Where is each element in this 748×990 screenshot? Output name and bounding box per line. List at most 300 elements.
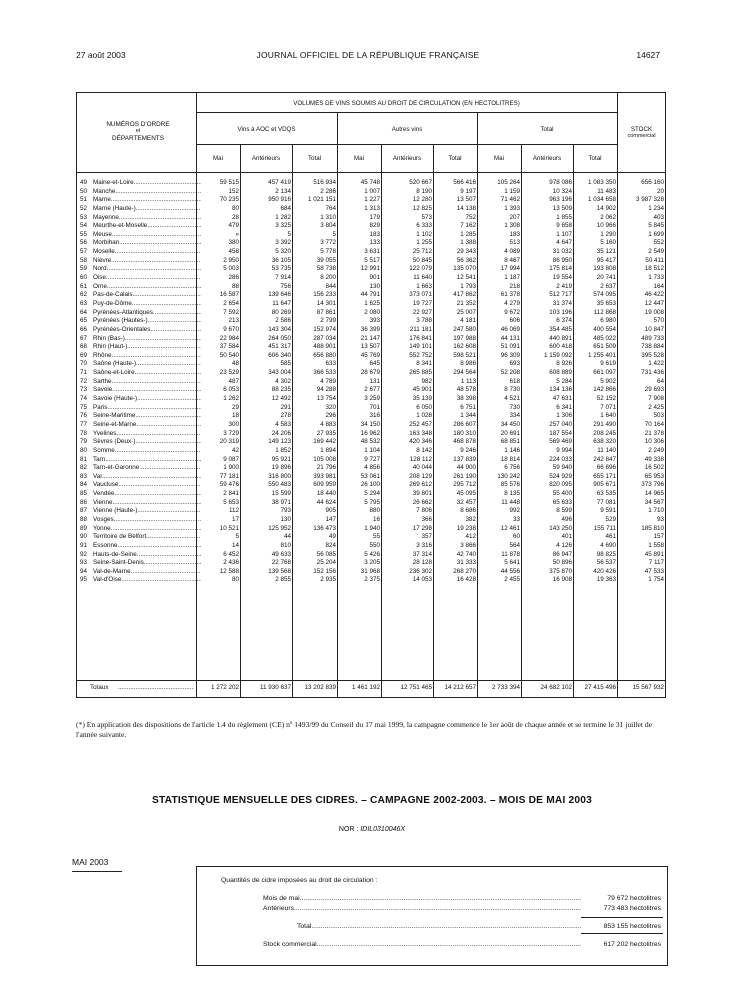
cell-value: 6 756 (504, 464, 520, 472)
cell-value: 247 580 (453, 325, 476, 333)
cell-value: 633 (325, 360, 336, 368)
cell-value: 95 417 (596, 256, 616, 264)
table-row (80, 309, 666, 318)
cell-value: 2 249 (648, 446, 664, 454)
cell-value: 48 532 (360, 438, 380, 446)
cell-value: 291 490 (593, 420, 616, 428)
table-row (80, 274, 666, 283)
cell-value: 4 647 (556, 239, 572, 247)
col-header-departements (82, 121, 194, 142)
cell-value: 357 (421, 533, 432, 541)
cell-value: 46 069 (500, 325, 520, 333)
cell-value: 14 902 (596, 204, 616, 212)
cell-value: 125 952 (268, 524, 291, 532)
cell-value: 1 107 (556, 230, 572, 238)
divider (76, 680, 666, 681)
cell-value: 12 280 (412, 196, 432, 204)
cell-value: 6 452 (223, 550, 239, 558)
cell-value: 395 528 (641, 351, 664, 359)
table-row (80, 499, 666, 508)
cell-value: 1 234 (648, 204, 664, 212)
cell-value: 4 126 (556, 541, 572, 549)
cell-value: 12 492 (271, 395, 291, 403)
cell-value: 485 022 (593, 334, 616, 342)
dept-number: 67 (80, 334, 88, 342)
cell-value: 8 142 (416, 446, 432, 454)
cell-value: 1 104 (364, 446, 380, 454)
cell-value: 10 847 (644, 325, 664, 333)
dept-name: Marne ..... (93, 196, 201, 205)
cell-value: 21 796 (316, 464, 336, 472)
cell-value: 1 282 (275, 213, 291, 221)
cell-value: 135 070 (453, 265, 476, 273)
sub-mai: Mai (213, 155, 223, 162)
dept-number: 61 (80, 282, 88, 290)
cell-value: 661 097 (593, 369, 616, 377)
dept-number: 70 (80, 360, 88, 368)
cell-value: 8 200 (320, 274, 336, 282)
cell-value: 4 521 (504, 395, 520, 403)
cell-value: 963 196 (549, 196, 572, 204)
table-row (80, 205, 666, 214)
cell-value: 488 901 (313, 343, 336, 351)
cell-value: 183 (509, 230, 520, 238)
cell-value: 5 426 (364, 550, 380, 558)
cell-value: 35 139 (412, 395, 432, 403)
dept-name: Savoie (Haute-) ..... (93, 395, 201, 404)
cell-value: 11 448 (501, 498, 520, 506)
cell-value: 19 554 (552, 274, 572, 282)
dept-name: Territoire de Belfort ..... (93, 533, 201, 542)
cell-value: 53 061 (360, 472, 380, 480)
cell-value: 35 653 (596, 299, 616, 307)
cell-value: 26 100 (360, 481, 380, 489)
cell-value: 401 (561, 533, 572, 541)
cell-value: 12 541 (456, 274, 476, 282)
cell-value: 5 160 (600, 239, 616, 247)
sub-total: Total (448, 155, 462, 162)
cell-value: 242 847 (593, 455, 616, 463)
cell-value: 155 711 (593, 524, 616, 532)
cell-value: 1 034 658 (587, 196, 616, 204)
cell-value: 503 (653, 412, 664, 420)
cell-value: 354 485 (549, 325, 572, 333)
cell-value: 128 112 (409, 455, 432, 463)
table-row (80, 438, 666, 447)
cell-value: 513 (509, 239, 520, 247)
sub-total: Total (588, 155, 602, 162)
cell-value: 224 033 (549, 455, 572, 463)
cell-value: 213 (228, 317, 239, 325)
cell-value: 25 204 (316, 559, 336, 567)
cell-value: 56 362 (456, 256, 476, 264)
table-row (80, 412, 666, 421)
cell-value: 25 712 (412, 248, 432, 256)
cell-value: 6 980 (600, 317, 616, 325)
cell-value: 2 080 (364, 308, 380, 316)
cell-value: 19 896 (271, 464, 291, 472)
cell-value: 130 242 (497, 472, 520, 480)
sub-anterieurs: Antérieurs (251, 155, 281, 162)
cell-value: 457 419 (268, 179, 291, 186)
dept-number: 95 (80, 576, 88, 584)
cell-value: 23 529 (219, 369, 239, 377)
cell-value: 8 341 (416, 360, 432, 368)
cell-value: 638 320 (593, 438, 616, 446)
cell-value: 13 507 (360, 343, 380, 351)
section-title: STATISTIQUE MENSUELLE DES CIDRES. – CAMPAGNE 2002-2003. – MOIS DE MAI 2003 (152, 795, 592, 806)
table-row (80, 516, 666, 525)
cell-value: 1 285 (460, 230, 476, 238)
cell-value: 122 079 (409, 265, 432, 273)
cell-value: 7 162 (460, 222, 476, 230)
table-row (80, 456, 666, 465)
cell-value: 334 (509, 412, 520, 420)
cell-value: 905 (325, 507, 336, 515)
cell-value: 139 646 (268, 291, 291, 299)
cell-value: 3 772 (320, 239, 336, 247)
cell-value: 137 839 (453, 455, 476, 463)
table-row (80, 576, 666, 585)
dept-name: Rhin (Haut-) ..... (93, 343, 201, 352)
cell-value: 5 284 (556, 377, 572, 385)
total-cell: 1 461 192 (351, 684, 380, 691)
cell-value: 598 521 (453, 351, 476, 359)
cell-value: 29 (231, 403, 239, 411)
cell-value: 420 346 (409, 438, 432, 446)
cell-value: 11 878 (501, 550, 520, 558)
cell-value: 550 483 (268, 481, 291, 489)
cell-value: 208 129 (409, 472, 432, 480)
cell-value: 139 568 (268, 567, 291, 575)
cell-value: 44 791 (360, 291, 380, 299)
cell-value: 86 950 (552, 256, 572, 264)
cell-value: 4 690 (600, 541, 616, 549)
cell-value: 176 841 (409, 334, 432, 342)
nor-code: IDIL0310046X (360, 826, 406, 833)
cell-value: 85 576 (500, 481, 520, 489)
cell-value: 829 (369, 222, 380, 230)
cell-value: 21 378 (644, 429, 664, 437)
cell-value: 39 055 (316, 256, 336, 264)
cell-value: 606 340 (268, 351, 291, 359)
cell-value: 366 (421, 515, 432, 523)
cell-value: 80 (231, 576, 239, 584)
cell-value: 15 599 (271, 490, 291, 498)
cell-value: 618 (509, 377, 520, 385)
cell-value: 380 (228, 239, 239, 247)
dept-number: 50 (80, 187, 88, 195)
cell-value: 5 003 (223, 265, 239, 273)
cell-value: 656 880 (313, 351, 336, 359)
cell-value: 87 861 (316, 308, 336, 316)
dept-name: Rhin (Bas-) ..... (93, 335, 201, 344)
dept-name: Moselle ..... (93, 248, 201, 257)
cell-value: 9 994 (556, 446, 572, 454)
cell-value: 1 113 (460, 377, 476, 385)
cell-value: 1 558 (648, 541, 664, 549)
cell-value: 2 286 (320, 187, 336, 195)
cell-value: 14 053 (412, 576, 432, 584)
cell-value: 7 071 (600, 403, 616, 411)
stock-line: STOCK (630, 126, 653, 133)
cell-value: 412 (465, 533, 476, 541)
cell-value: 1 310 (320, 213, 336, 221)
cell-value: » (235, 230, 239, 238)
cell-value: 50 845 (412, 256, 432, 264)
total-cell: 15 567 932 (632, 684, 664, 691)
cell-value: 316 800 (268, 472, 291, 480)
cell-value: 133 (369, 239, 380, 247)
dept-name: Vosges ..... (93, 516, 201, 525)
mois-label (263, 895, 581, 902)
table-row (80, 265, 666, 274)
dept-number: 88 (80, 515, 88, 523)
dept-name: Hauts-de-Seine ..... (93, 551, 201, 560)
cell-value: 3 205 (364, 559, 380, 567)
cell-value: 70 164 (644, 420, 664, 428)
cell-value: 20 741 (596, 274, 616, 282)
dept-name: Paris ..... (93, 404, 201, 413)
cell-value: 187 554 (549, 429, 572, 437)
dept-number: 84 (80, 481, 88, 489)
cell-value: 32 457 (456, 498, 476, 506)
dept-number: 69 (80, 351, 88, 359)
cell-value: 2 062 (600, 213, 616, 221)
dept-number: 87 (80, 507, 88, 515)
cell-value: 573 (421, 213, 432, 221)
cell-value: 1 313 (364, 204, 380, 212)
dept-name: Somme ..... (93, 447, 201, 456)
cell-value: 294 564 (453, 369, 476, 377)
cell-value: 824 (325, 541, 336, 549)
cell-value: 5 845 (648, 222, 664, 230)
cell-value: 11 140 (597, 446, 616, 454)
cell-value: 600 418 (549, 343, 572, 351)
cell-value: 14 138 (456, 204, 476, 212)
dept-number: 78 (80, 429, 88, 437)
ant-label (263, 905, 581, 912)
cell-value: 197 988 (453, 334, 476, 342)
sub-mai: Mai (494, 155, 504, 162)
table-row (80, 300, 666, 309)
cell-value: 10 966 (596, 222, 616, 230)
divider (196, 112, 617, 113)
cell-value: 756 (280, 282, 291, 290)
table-row (80, 317, 666, 326)
cell-value: 655 171 (593, 472, 616, 480)
table-row (80, 335, 666, 344)
cell-value: 60 (512, 533, 520, 541)
header-date: 27 août 2003 (76, 50, 126, 60)
cell-value: 68 851 (500, 438, 520, 446)
cell-value: 844 (325, 282, 336, 290)
dept-number: 71 (80, 369, 88, 377)
cell-value: 2 855 (275, 576, 291, 584)
cell-value: 50 411 (645, 256, 664, 264)
cell-value: 461 (605, 533, 616, 541)
dept-number: 85 (80, 490, 88, 498)
stock-label-text: Stock commercial (263, 941, 317, 948)
cell-value: 149 123 (268, 438, 291, 446)
cell-value: 27 935 (316, 429, 336, 437)
cell-value: 6 053 (223, 386, 239, 394)
leader-dots (118, 684, 194, 691)
cell-value: 147 (325, 515, 336, 523)
cell-value: 5 795 (364, 498, 380, 506)
cell-value: 21 147 (360, 334, 380, 342)
dept-name: Var ..... (93, 473, 201, 482)
cell-value: 3 804 (320, 222, 336, 230)
cell-value: 458 (228, 248, 239, 256)
cell-value: 19 727 (412, 299, 432, 307)
cell-value: 479 (228, 222, 239, 230)
cell-value: 44 900 (456, 464, 476, 472)
cell-value: 17 298 (412, 524, 432, 532)
dept-name: Mayenne ..... (93, 214, 201, 223)
cell-value: 516 934 (313, 179, 336, 186)
dept-name: Seine-Maritime ..... (93, 412, 201, 421)
cell-value: 1 625 (364, 299, 380, 307)
divider (196, 144, 617, 145)
cell-value: 512 717 (549, 291, 572, 299)
group-title: VOLUMES DE VINS SOUMIS AU DROIT DE CIRCULATION (EN HECTOLITRES) (293, 100, 520, 107)
cell-value: 16 502 (644, 464, 664, 472)
total-cell: 2 733 394 (491, 684, 520, 691)
cell-value: 5 (332, 230, 336, 238)
cell-value: 487 (228, 377, 239, 385)
cell-value: 820 095 (549, 481, 572, 489)
cell-value: 183 (369, 230, 380, 238)
total-cell: 13 202 839 (304, 684, 336, 691)
table-row (80, 473, 666, 482)
cell-value: 25 007 (456, 308, 476, 316)
cell-value: 31 032 (552, 248, 572, 256)
dept-number: 90 (80, 533, 88, 541)
dept-name: Tarn-et-Garonne ..... (93, 464, 201, 473)
cell-value: 1 940 (364, 524, 380, 532)
cell-value: 36 399 (360, 325, 380, 333)
cell-value: 1 900 (223, 464, 239, 472)
cell-value: 550 (369, 541, 380, 549)
cell-value: 1 146 (504, 446, 520, 454)
cell-value: 286 (228, 274, 239, 282)
cell-value: 112 (228, 507, 239, 515)
cell-value: 8 467 (504, 256, 520, 264)
cell-value: 63 535 (596, 490, 616, 498)
cell-value: 3 729 (223, 429, 239, 437)
cell-value: 9 197 (460, 187, 476, 195)
cell-value: 1 422 (648, 360, 664, 368)
mois-label-text: Mois de mai (263, 895, 300, 902)
cell-value: 18 512 (644, 265, 664, 273)
cell-value: 7 908 (648, 395, 664, 403)
cell-value: 6 374 (556, 317, 572, 325)
cell-value: 162 608 (453, 343, 476, 351)
cell-value: 320 (325, 403, 336, 411)
total-cell: 24 682 102 (540, 684, 572, 691)
col-header-line: DÉPARTEMENTS (112, 135, 164, 142)
dept-number: 94 (80, 567, 88, 575)
dept-name: Pas-de-Calais ..... (93, 291, 201, 300)
cell-value: 8 686 (460, 507, 476, 515)
dept-number: 49 (80, 179, 88, 186)
cell-value: 39 801 (412, 490, 432, 498)
cell-value: 373 071 (409, 291, 432, 299)
dept-number: 91 (80, 541, 88, 549)
cell-value: 112 868 (593, 308, 616, 316)
cell-value: 61 378 (500, 291, 520, 299)
dept-name: Savoie ..... (93, 386, 201, 395)
cell-value: 36 105 (271, 256, 291, 264)
cell-value: 37 314 (412, 550, 432, 558)
cell-value: 9 246 (460, 446, 476, 454)
cell-value: 440 891 (549, 334, 572, 342)
cell-value: 143 250 (549, 524, 572, 532)
dept-name: Tarn ..... (93, 456, 201, 465)
cell-value: 211 181 (409, 325, 432, 333)
divider (581, 933, 663, 934)
dept-name: Sèvres (Deux-) ..... (93, 438, 201, 447)
table-row (80, 231, 666, 240)
cell-value: 417 862 (453, 291, 476, 299)
dept-number: 92 (80, 550, 88, 558)
table-row (80, 464, 666, 473)
cell-value: 156 233 (313, 291, 336, 299)
cell-value: 764 (325, 204, 336, 212)
cell-value: 7 914 (275, 274, 291, 282)
header-page-number: 14627 (636, 50, 660, 60)
cell-value: 566 416 (453, 179, 476, 186)
cell-value: 34 150 (360, 420, 380, 428)
cell-value: 2 586 (275, 317, 291, 325)
cell-value: 77 081 (596, 498, 616, 506)
leader-dots (311, 923, 581, 930)
cell-value: 94 288 (316, 386, 336, 394)
cell-value: 296 (325, 412, 336, 420)
cell-value: 810 (280, 541, 291, 549)
table-row (80, 360, 666, 369)
cell-value: 2 436 (223, 559, 239, 567)
dept-number: 56 (80, 239, 88, 247)
cell-value: 105 264 (497, 179, 520, 186)
dept-name: Pyrénées-Orientales ..... (93, 326, 201, 335)
cell-value: 103 196 (549, 308, 572, 316)
cell-value: 1 159 092 (543, 351, 572, 359)
total-cell: 27 415 496 (584, 684, 616, 691)
cell-value: 2 935 (320, 576, 336, 584)
cell-value: 9 727 (364, 455, 380, 463)
cell-value: 29 343 (456, 248, 476, 256)
dept-number: 54 (80, 222, 88, 230)
total-cell: 14 212 657 (444, 684, 476, 691)
cell-value: 4 181 (460, 317, 476, 325)
table-row (80, 257, 666, 266)
cell-value: 257 040 (549, 420, 572, 428)
cell-value: 13 507 (456, 196, 476, 204)
cell-value: 48 (231, 360, 239, 368)
dept-name: Seine-et-Marne ..... (93, 421, 201, 430)
cell-value: 1 344 (460, 412, 476, 420)
cell-value: 343 004 (268, 369, 291, 377)
cell-value: 49 633 (271, 550, 291, 558)
dept-name: Marne (Haute-) ..... (93, 205, 201, 214)
cell-value: 1 007 (364, 187, 380, 195)
cell-value: 268 270 (453, 567, 476, 575)
cell-value: 1 159 (504, 187, 520, 195)
cell-value: 1 021 151 (307, 196, 336, 204)
cell-value: 1 710 (648, 507, 664, 515)
